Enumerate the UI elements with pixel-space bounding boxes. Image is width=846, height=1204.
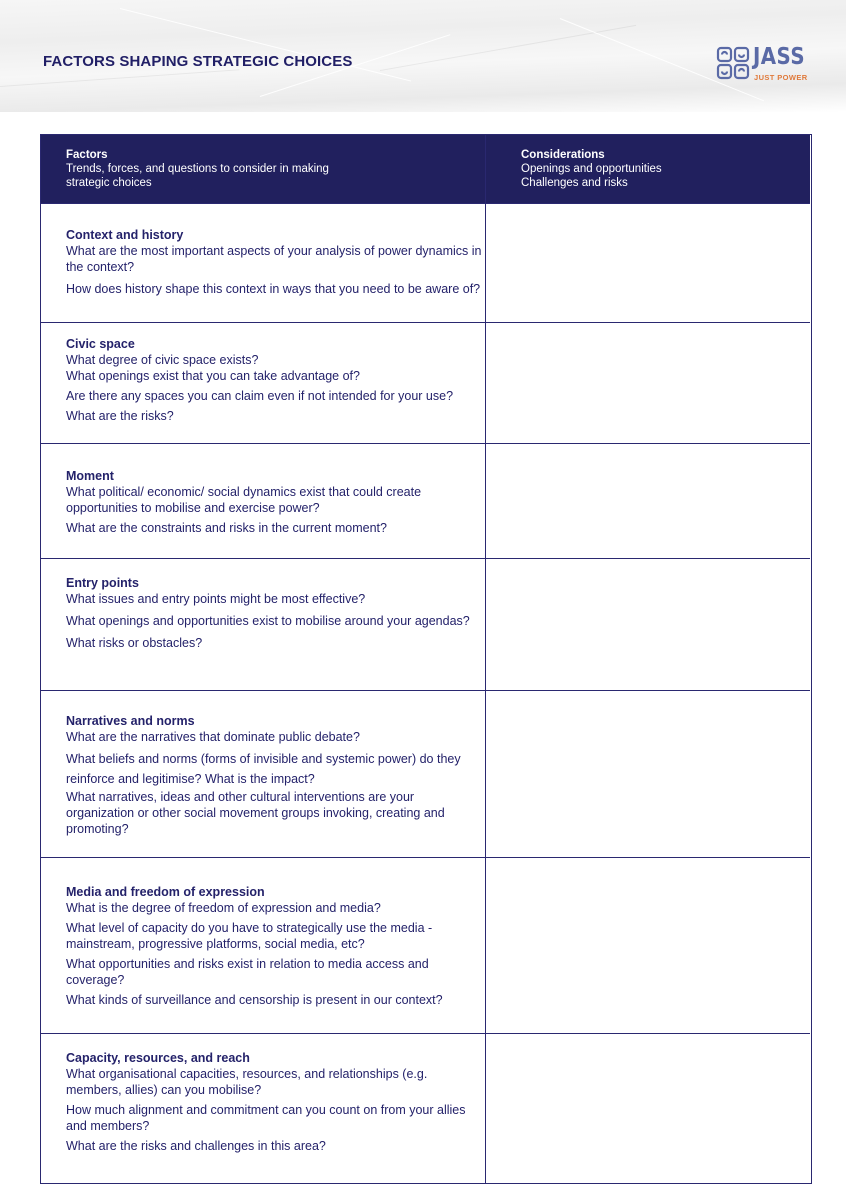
considerations-cell[interactable] [486,559,810,690]
row-question: What openings exist that you can take advantage of? [66,369,360,383]
row-question: What is the degree of freedom of expression and media? [66,901,381,915]
logo-wordmark: JASS [753,44,806,70]
row-question: What are the most important aspects of your analysis of power dynamics in the context? [66,244,482,274]
factor-cell [66,575,484,651]
row-question: What political/ economic/ social dynamics exist that could create opportunities to mobilise and exercise power? [66,485,422,515]
table-row [41,443,810,558]
considerations-cell[interactable] [486,204,810,322]
header-factors: Factors Trends, forces, and questions to consider in making strategic choices [66,149,329,189]
row-question: What are the narratives that dominate public debate? [66,730,360,744]
table-row [41,1033,810,1183]
row-question: What are the risks? [66,409,174,423]
row-question: What openings and opportunities exist to mobilise around your agendas? [66,614,470,628]
row-question: What risks or obstacles? [66,636,203,650]
considerations-cell[interactable] [486,858,810,1033]
page-title: FACTORS SHAPING STRATEGIC CHOICES [43,53,353,70]
row-title: Narratives and norms [66,714,195,728]
row-title: Civic space [66,337,135,351]
factor-cell [66,227,484,299]
row-title: Capacity, resources, and reach [66,1051,250,1065]
factor-cell [66,468,484,536]
row-question: Are there any spaces you can claim even if not intended for your use? [66,389,454,403]
factor-cell [66,1050,484,1154]
row-question: How much alignment and commitment can you count on from your allies and members? [66,1103,466,1133]
table-row [41,203,810,322]
row-question: What kinds of surveillance and censorship is present in our context? [66,993,443,1007]
row-title: Entry points [66,576,139,590]
table-header [41,135,810,203]
factor-cell [66,884,484,1008]
factor-cell [66,336,484,424]
table-row [41,690,810,857]
row-question: What issues and entry points might be most effective? [66,592,366,606]
jass-logo [716,46,812,84]
logo-tagline: JUST POWER [754,73,808,82]
row-question: What beliefs and norms (forms of invisible and systemic power) do they reinforce and legitimise? What is the impact? [66,752,461,786]
row-question: What narratives, ideas and other cultural interventions are your organization or other social movement groups invoking, creating and promoting? [66,790,445,836]
considerations-cell[interactable] [486,691,810,857]
table-row [41,857,810,1033]
factors-table [40,134,812,1184]
row-question: What are the risks and challenges in this area? [66,1139,326,1153]
table-row [41,322,810,443]
row-question: What opportunities and risks exist in relation to media access and coverage? [66,957,429,987]
considerations-cell[interactable] [486,1034,810,1183]
row-question: What level of capacity do you have to strategically use the media - mainstream, progressive platforms, social media, etc? [66,921,433,951]
row-question: What degree of civic space exists? [66,353,259,367]
row-question: What are the constraints and risks in the current moment? [66,521,387,535]
logo-emblem-icon [716,46,750,80]
table-row [41,558,810,690]
considerations-cell[interactable] [486,444,810,558]
row-title: Moment [66,469,114,483]
row-question: How does history shape this context in ways that you need to be aware of? [66,282,481,296]
considerations-cell[interactable] [486,323,810,443]
row-title: Context and history [66,228,184,242]
header-considerations: Considerations Openings and opportunities Challenges and risks [521,149,662,189]
row-title: Media and freedom of expression [66,885,265,899]
row-question: What organisational capacities, resources, and relationships (e.g. members, allies) can you mobilise? [66,1067,428,1097]
factor-cell [66,713,484,837]
